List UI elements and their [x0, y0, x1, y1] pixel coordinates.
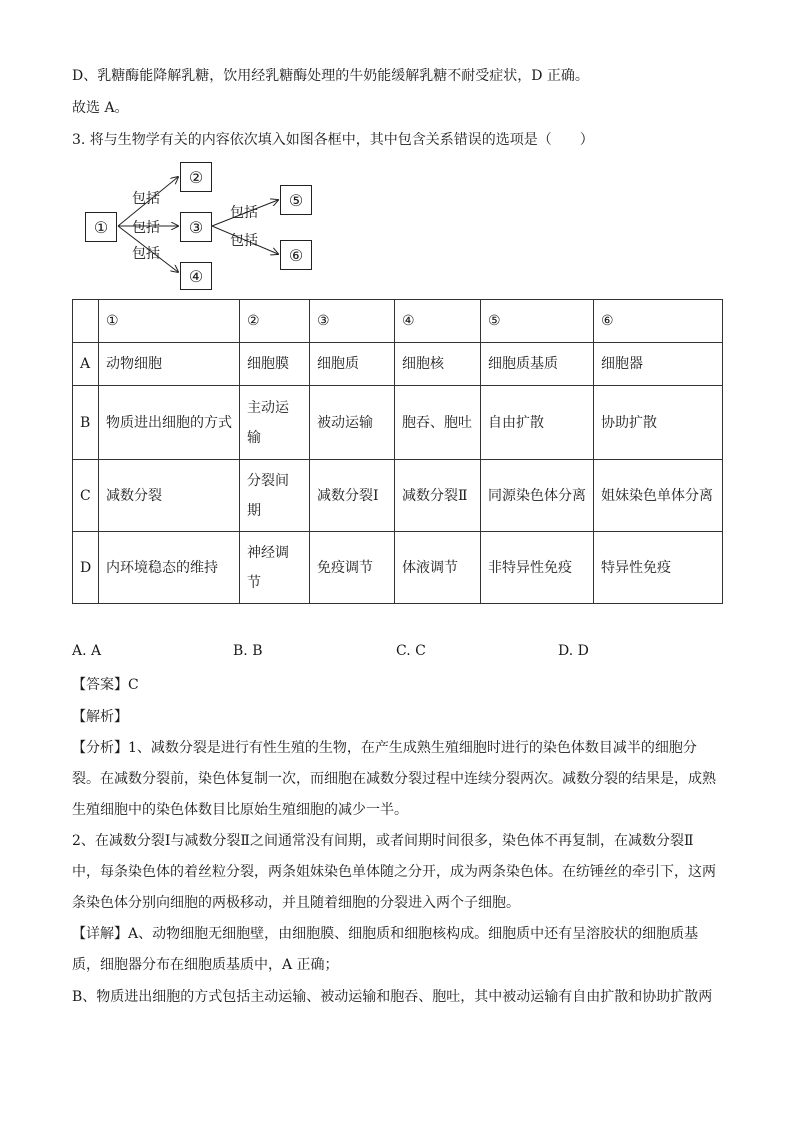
table-cell: 细胞膜	[240, 343, 310, 386]
choice-b: B. B	[233, 643, 263, 659]
table-cell: 细胞器	[594, 343, 723, 386]
paragraph-line: 中，每条染色体的着丝粒分裂，两条姐妹染色单体随之分开，成为两条染色体。在纺锤丝的牵引下，这两	[72, 864, 716, 880]
answer: 【答案】C	[72, 677, 139, 693]
edge-label-1-3: 包括	[132, 220, 160, 236]
table-cell: 被动运输	[310, 386, 395, 460]
table-cell: 减数分裂Ⅱ	[395, 460, 481, 532]
choice-a: A. A	[72, 643, 102, 659]
table-cell: 减数分裂	[99, 460, 240, 532]
table-cell: ③	[310, 300, 395, 343]
table-cell: 体液调节	[395, 532, 481, 604]
table-cell	[73, 300, 99, 343]
table-cell: 免疫调节	[310, 532, 395, 604]
table-row	[73, 460, 723, 532]
table-cell: 细胞质	[310, 343, 395, 386]
paragraph-line: 【分析】1、减数分裂是进行有性生殖的生物，在产生成熟生殖细胞时进行的染色体数目减半的细胞分	[72, 740, 697, 756]
table-cell: 内环境稳态的维持	[99, 532, 240, 604]
edge-label-1-4: 包括	[132, 246, 160, 262]
table-cell: 非特异性免疫	[481, 532, 594, 604]
table-cell: 同源染色体分离	[481, 460, 594, 532]
table-cell: 动物细胞	[99, 343, 240, 386]
table-cell: ⑥	[594, 300, 723, 343]
table-row	[73, 532, 723, 604]
table-header-row	[73, 300, 723, 343]
paragraph-line: B、物质进出细胞的方式包括主动运输、被动运输和胞吞、胞吐，其中被动运输有自由扩散和协助扩散两	[72, 989, 713, 1005]
table-cell: C	[73, 460, 99, 532]
box-4: ④	[180, 262, 212, 290]
table-cell: 自由扩散	[481, 386, 594, 460]
table-cell: 神经调节	[240, 532, 310, 604]
table-row	[73, 343, 723, 386]
table-cell: 主动运输	[240, 386, 310, 460]
box-2: ②	[180, 162, 212, 192]
table-cell: A	[73, 343, 99, 386]
intro-line-1: D、乳糖酶能降解乳糖，饮用经乳糖酶处理的牛奶能缓解乳糖不耐受症状，D 正确。	[72, 68, 589, 84]
box-1: ①	[85, 212, 117, 242]
table-cell: ①	[99, 300, 240, 343]
table-cell: ②	[240, 300, 310, 343]
paragraph-line: 生殖细胞中的染色体数目比原始生殖细胞的减少一半。	[72, 802, 408, 818]
edge-label-3-5: 包括	[230, 205, 258, 221]
table-cell: ⑤	[481, 300, 594, 343]
table-cell: 细胞质基质	[481, 343, 594, 386]
table-cell: 细胞核	[395, 343, 481, 386]
question-text: 3. 将与生物学有关的内容依次填入如图各框中，其中包含关系错误的选项是（ ）	[72, 132, 594, 148]
table-cell: B	[73, 386, 99, 460]
paragraph-line: 质，细胞器分布在细胞质基质中，A 正确；	[72, 957, 339, 973]
intro-line-2: 故选 A。	[72, 100, 129, 116]
paragraph-line: 裂。在减数分裂前，染色体复制一次，而细胞在减数分裂过程中连续分裂两次。减数分裂的结果是，成熟	[72, 771, 716, 787]
analysis-title: 【解析】	[72, 709, 128, 725]
options-table	[72, 299, 723, 604]
diagram-arrows	[0, 0, 794, 300]
table-cell: D	[73, 532, 99, 604]
table-cell: 胞吞、胞吐	[395, 386, 481, 460]
box-6: ⑥	[280, 240, 312, 270]
paragraph-line: 【详解】A、动物细胞无细胞壁，由细胞膜、细胞质和细胞核构成。细胞质中还有呈溶胶状的细胞质基	[72, 926, 699, 942]
table-cell: 特异性免疫	[594, 532, 723, 604]
box-3: ③	[180, 212, 212, 242]
edge-label-3-6: 包括	[230, 233, 258, 249]
table-cell: 减数分裂Ⅰ	[310, 460, 395, 532]
paragraph-line: 2、在减数分裂Ⅰ与减数分裂Ⅱ之间通常没有间期，或者间期时间很多，染色体不再复制，在减数分裂Ⅱ	[72, 833, 694, 849]
table-cell: 分裂间期	[240, 460, 310, 532]
edge-label-1-2: 包括	[132, 191, 160, 207]
paragraph-line: 条染色体分别向细胞的两极移动，并且随着细胞的分裂进入两个子细胞。	[72, 895, 520, 911]
box-5: ⑤	[280, 185, 312, 215]
table-cell: 姐妹染色单体分离	[594, 460, 723, 532]
choice-d: D. D	[558, 643, 589, 659]
table-cell: 协助扩散	[594, 386, 723, 460]
table-cell: ④	[395, 300, 481, 343]
choice-c: C. C	[396, 643, 426, 659]
table-cell: 物质进出细胞的方式	[99, 386, 240, 460]
table-row	[73, 386, 723, 460]
